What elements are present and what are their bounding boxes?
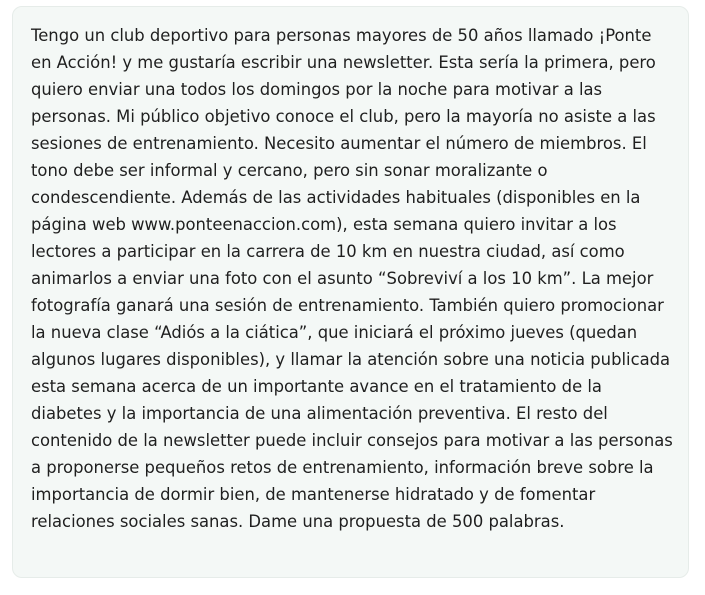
user-message-bubble (12, 6, 689, 578)
user-message-text: Tengo un club deportivo para personas mayores de 50 años llamado ¡Ponte en Acción! y me gustaría escribir una newsletter. Esta sería la primera, pero quiero enviar una todos los domingos por la noche para motivar a las personas. Mi público objetivo conoce el club, pero la mayoría no asiste a las sesiones de entrenamiento. Necesito aumentar el número de miembros. El tono debe ser informal y cercano, pero sin sonar moralizante o condescendiente. Además de las actividades habituales (disponibles en la página web www.ponteenaccion.com), esta semana quiero invitar a los lectores a participar en la carrera de 10 km en nuestra ciudad, así como animarlos a enviar una foto con el asunto “Sobreviví a los 10 km”. La mejor fotografía ganará una sesión de entrenamiento. También quiero promocionar la nueva clase “Adiós a la ciática”, que iniciará el próximo jueves (quedan algunos lugares disponibles), y llamar la atención sobre una noticia publicada esta semana acerca de un importante avance en el tratamiento de la diabetes y la importancia de una alimentación preventiva. El resto del contenido de la newsletter puede incluir consejos para motivar a las personas a proponerse pequeños retos de entrenamiento, información breve sobre la importancia de dormir bien, de mantenerse hidratado y de fomentar relaciones sociales sanas. Dame una propuesta de 500 palabras. (31, 26, 673, 531)
